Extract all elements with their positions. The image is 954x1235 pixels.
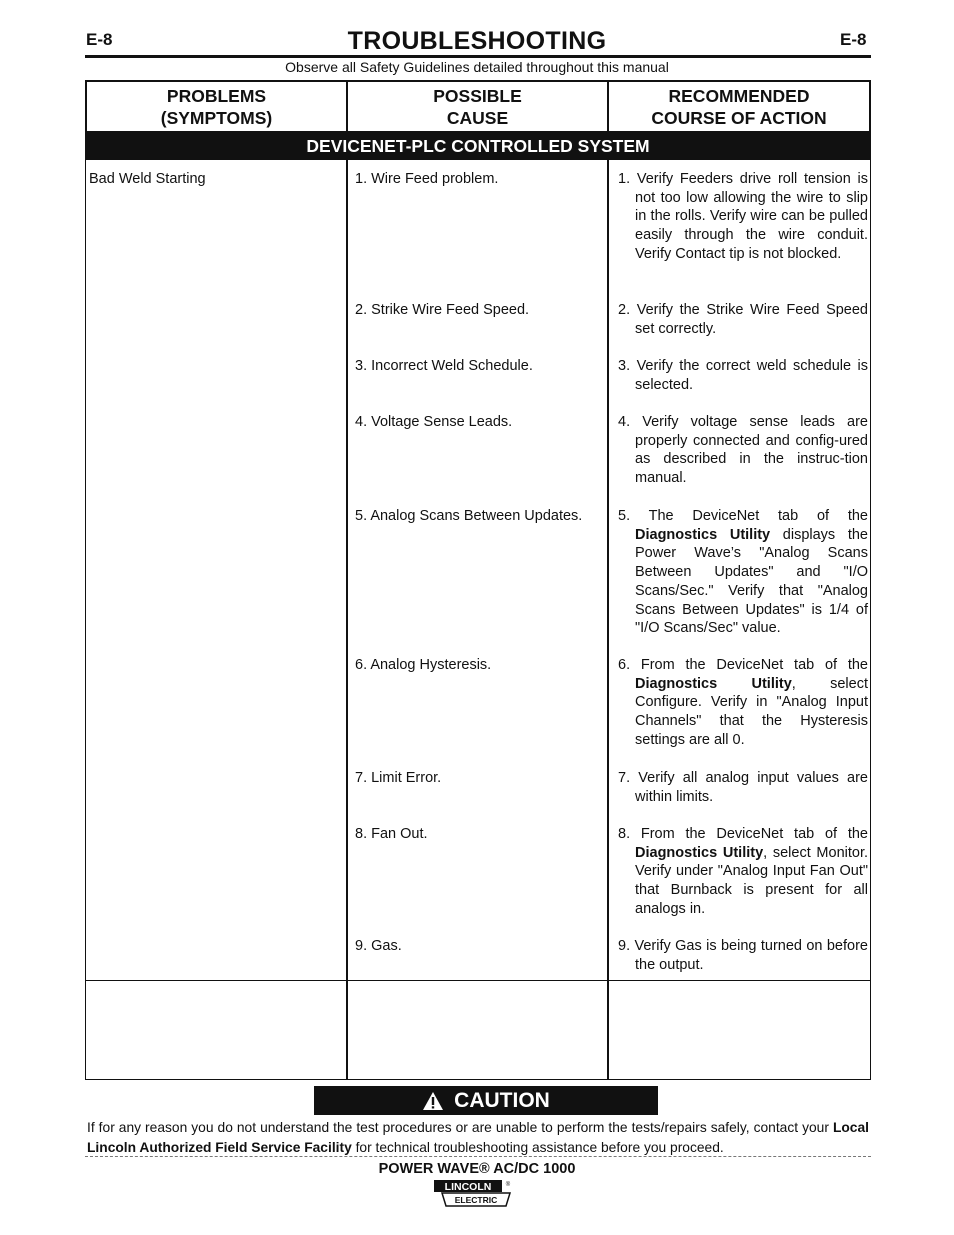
logo-top-text: LINCOLN xyxy=(444,1181,492,1193)
cause-item: 9. Gas. xyxy=(355,938,402,954)
header-action xyxy=(607,80,871,133)
caution-banner xyxy=(314,1086,658,1115)
action-item xyxy=(618,507,868,638)
action-item xyxy=(618,413,868,488)
caution-text xyxy=(87,1118,869,1157)
action-text: 9. Verify Gas is being turned on before the output. xyxy=(618,938,868,973)
action-text: 5. The DeviceNet tab of the xyxy=(618,508,868,524)
header-cause-line1: POSSIBLE xyxy=(433,85,522,106)
cause-item: 3. Incorrect Weld Schedule. xyxy=(355,358,533,374)
action-item xyxy=(618,301,868,338)
action-item xyxy=(618,769,868,806)
page-number-right: E-8 xyxy=(840,30,867,49)
action-item xyxy=(618,170,868,264)
caution-label: CAUTION xyxy=(454,1088,550,1112)
action-text: , select Configure. Verify in "Analog Input Channels" that the Hysteresis settings are all 0. xyxy=(635,675,868,748)
caution-text-part: for technical troubleshooting assistance before you proceed. xyxy=(351,1139,724,1155)
section-band: DEVICENET-PLC CONTROLLED SYSTEM xyxy=(85,133,871,160)
cause-item: 8. Fan Out. xyxy=(355,826,428,842)
table-header xyxy=(85,80,871,133)
action-text: 2. Verify the Strike Wire Feed Speed set correctly. xyxy=(618,302,868,337)
cause-item: 6. Analog Hysteresis. xyxy=(355,657,492,673)
troubleshooting-table xyxy=(85,80,871,1080)
cause-item: 7. Limit Error. xyxy=(355,770,442,786)
header-action-line1: RECOMMENDED xyxy=(668,85,810,106)
action-text: 6. From the DeviceNet tab of the xyxy=(618,657,868,673)
header-action-line2: COURSE OF ACTION xyxy=(651,107,827,128)
action-text: 8. From the DeviceNet tab of the xyxy=(618,826,868,842)
column-divider-1 xyxy=(346,160,348,1080)
action-bold-text: Diagnostics Utility xyxy=(635,675,792,692)
logo-bottom-text: ELECTRIC xyxy=(454,1195,498,1205)
column-divider-2 xyxy=(607,160,609,1080)
row-divider xyxy=(85,980,871,981)
action-text: 3. Verify the correct weld schedule is selected. xyxy=(618,358,868,393)
action-item xyxy=(618,357,868,394)
action-text: 1. Verify Feeders drive roll tension is not too low allowing the wire to slip in the rolls. Verify wire can be pulled easily through the wire conduit. Verify Contact tip is not blocked. xyxy=(618,171,868,262)
cause-item: 5. Analog Scans Between Updates. xyxy=(355,508,583,524)
action-text: , select Monitor. Verify under "Analog Input Fan Out" that Burnback is present for all analogs in. xyxy=(635,844,869,917)
header-cause-line2: CAUSE xyxy=(446,107,509,128)
action-item xyxy=(618,825,868,919)
action-bold-text: Diagnostics Utility xyxy=(635,844,764,861)
cause-item: 1. Wire Feed problem. xyxy=(355,171,499,187)
header-cause xyxy=(346,80,609,133)
footer-rule xyxy=(85,1156,871,1157)
cause-item: 4. Voltage Sense Leads. xyxy=(355,414,513,430)
action-bold-text: Diagnostics Utility xyxy=(635,526,771,543)
page-title: TROUBLESHOOTING xyxy=(347,27,607,55)
caution-text-bold: Local Lincoln Authorized Field Service Facility xyxy=(87,1120,869,1155)
page-number-left: E-8 xyxy=(86,30,113,49)
header-problems-line1: PROBLEMS xyxy=(166,85,267,106)
header-problems xyxy=(85,80,348,133)
header-problems-line2: (SYMPTOMS) xyxy=(160,107,273,128)
action-item xyxy=(618,937,868,974)
safety-note: Observe all Safety Guidelines detailed throughout this manual xyxy=(285,59,669,75)
cause-item: 2. Strike Wire Feed Speed. xyxy=(355,302,530,318)
action-item xyxy=(618,656,868,750)
warning-triangle-icon xyxy=(422,1091,444,1111)
footer-model: POWER WAVE® AC/DC 1000 xyxy=(378,1161,576,1177)
problem-symptom: Bad Weld Starting xyxy=(89,171,206,187)
logo-registered-mark: ® xyxy=(505,1182,511,1188)
lincoln-electric-logo xyxy=(432,1178,512,1208)
action-text: displays the Power Wave’s "Analog Scans Between Updates" and "I/O Scans/Sec." Verify that "Analog Scans Between Updates" is 1/4 of "I/O Scans/Sec" value. xyxy=(635,526,868,637)
action-text: 7. Verify all analog input values are within limits. xyxy=(618,770,868,805)
caution-text-part: If for any reason you do not understand the test procedures or are unable to perform the tests/repairs safely, contact your xyxy=(87,1120,833,1135)
action-text: 4. Verify voltage sense leads are properly connected and config-ured as described in the instruc-tion manual. xyxy=(618,414,868,487)
header-rule xyxy=(85,55,871,58)
